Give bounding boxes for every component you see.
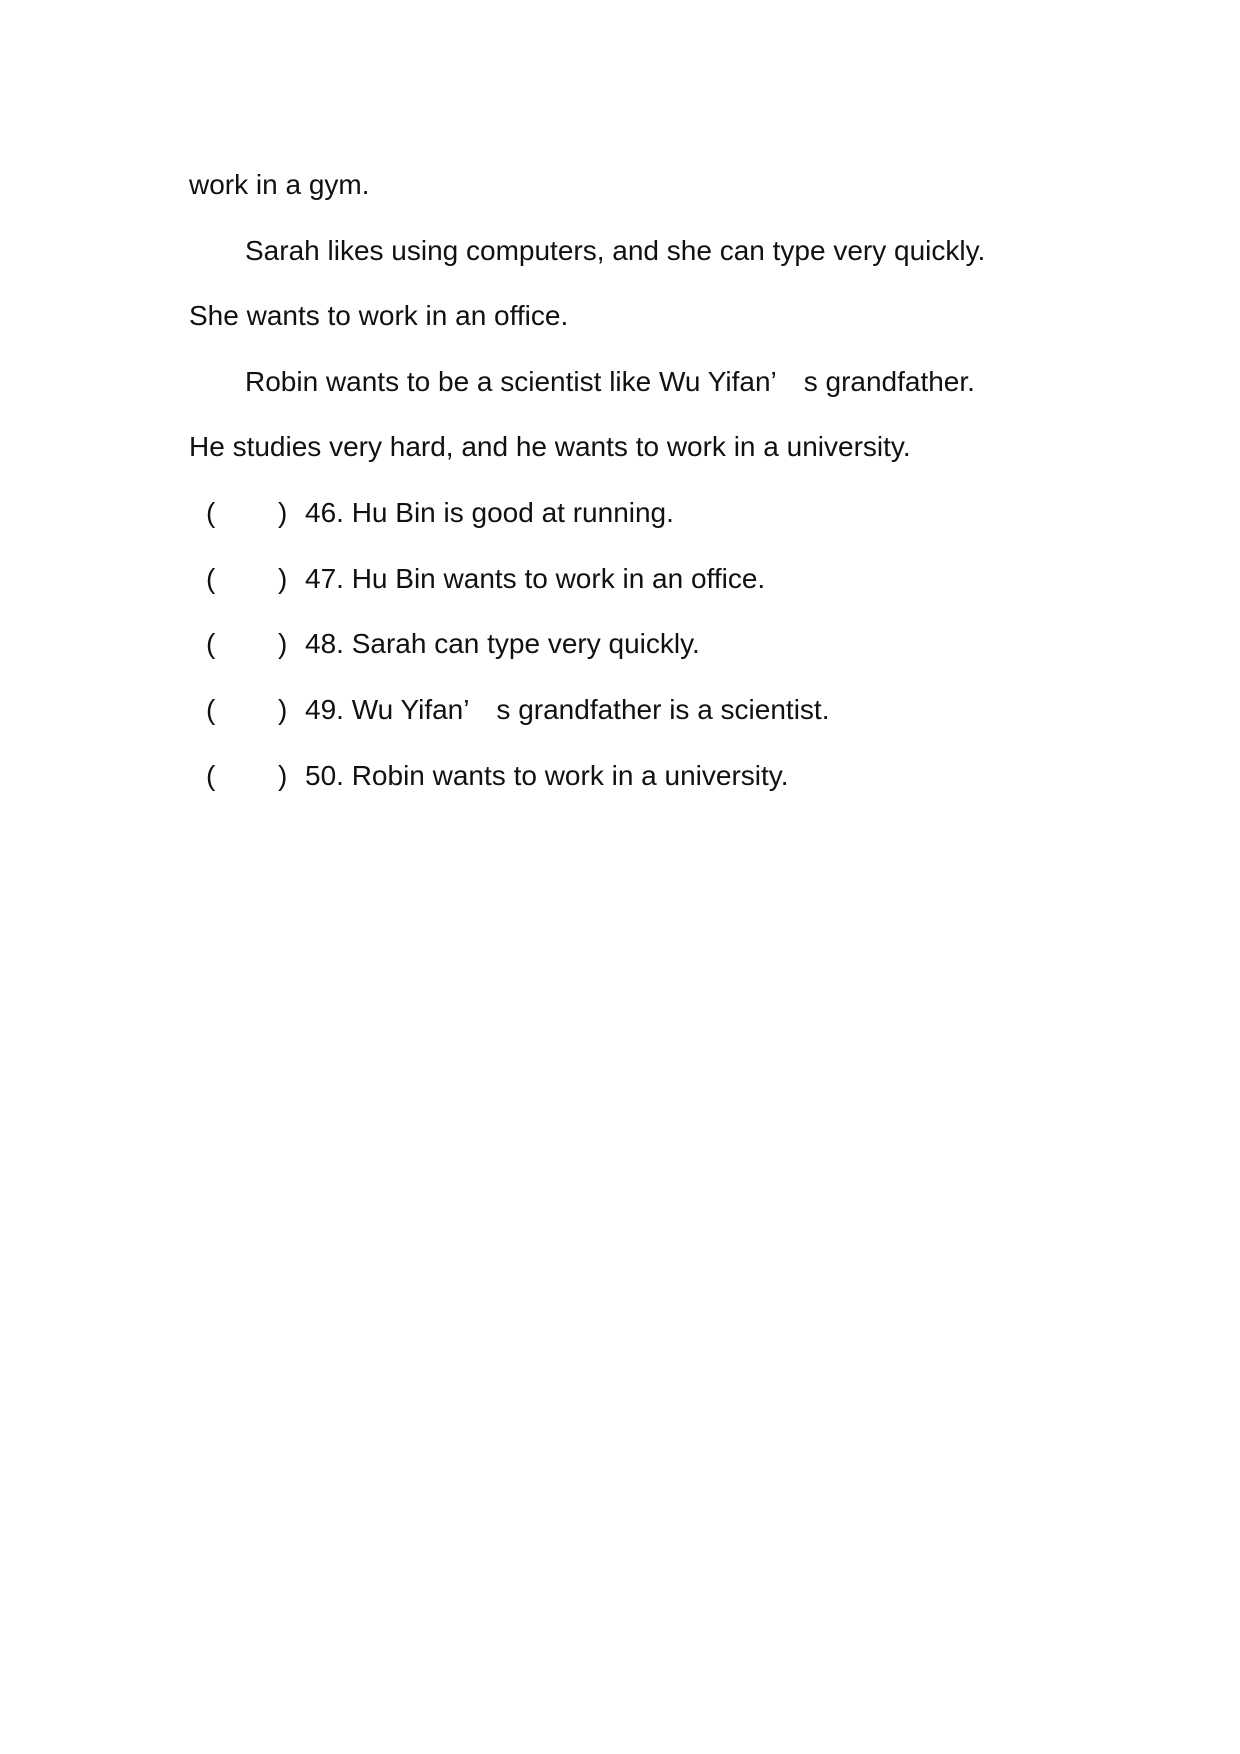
question-item (206, 627, 700, 661)
question-item (206, 693, 829, 727)
question-text: 46. Hu Bin is good at running. (305, 497, 674, 528)
question-item (206, 759, 788, 793)
answer-blank-close: ) (278, 628, 288, 659)
answer-blank-open[interactable]: ( (206, 563, 216, 594)
question-text: 48. Sarah can type very quickly. (305, 628, 700, 659)
question-item (206, 562, 765, 596)
passage-line: Robin wants to be a scientist like Wu Yifan’ s grandfather. (245, 366, 975, 397)
question-text: 50. Robin wants to work in a university. (305, 760, 789, 791)
answer-blank-open[interactable]: ( (206, 760, 216, 791)
answer-blank-open[interactable]: ( (206, 694, 216, 725)
answer-blank-close: ) (278, 563, 288, 594)
question-text: 47. Hu Bin wants to work in an office. (305, 563, 766, 594)
question-text: 49. Wu Yifan’ s grandfather is a scientist. (305, 694, 830, 725)
passage-line: work in a gym. (189, 169, 370, 200)
passage-line: She wants to work in an office. (189, 300, 569, 331)
answer-blank-close: ) (278, 694, 288, 725)
answer-blank-close: ) (278, 760, 288, 791)
passage-line: Sarah likes using computers, and she can type very quickly. (245, 235, 986, 266)
question-item (206, 496, 674, 530)
answer-blank-open[interactable]: ( (206, 628, 216, 659)
passage-line: He studies very hard, and he wants to work in a university. (189, 431, 911, 462)
answer-blank-close: ) (278, 497, 288, 528)
answer-blank-open[interactable]: ( (206, 497, 216, 528)
